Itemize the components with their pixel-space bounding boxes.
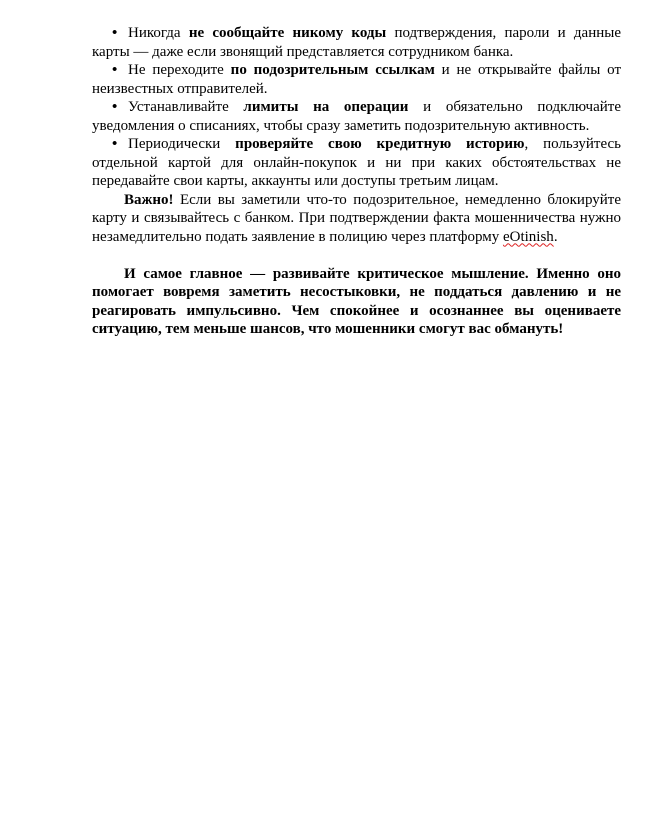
list-item xyxy=(92,61,621,98)
conclusion-paragraph: И самое главное — развивайте критическое мышление. Именно оно помогает вовремя заметить несостыковки, не поддаться давлению и не реагировать импульсивно. Чем спокойнее и осознаннее вы оцениваете ситуацию, тем меньше шансов, что мошенники смогут вас обмануть! xyxy=(92,265,621,337)
list-item xyxy=(92,98,621,135)
blank-line xyxy=(92,246,621,265)
list-item-text-bold: лимиты на операции xyxy=(243,99,409,115)
important-end: . xyxy=(553,228,558,245)
list-item-text-after: подтверждения, пароли и данные карты — даже если звонящий представляется сотрудником банка. xyxy=(92,25,622,60)
bullet-icon: • xyxy=(112,99,118,115)
eotinish-link[interactable]: eOtinish xyxy=(502,228,554,245)
list-item-text-before: Устанавливайте xyxy=(128,99,244,115)
list-item-text-after: , пользуйтесь отдельной картой для онлайн-покупок и ни при каких обстоятельствах не передавайте свои карты, аккаунты или доступы третьим лицам. xyxy=(92,136,621,189)
list-item-text-before: Периодически xyxy=(128,136,236,152)
list-item-text-before: Никогда xyxy=(128,25,189,41)
list-item xyxy=(92,24,621,61)
important-text: Если вы заметили что-то подозрительное, немедленно блокируйте карту и связывайтесь с банком. При подтверждении факта мошенничества нужно незамедлительно подать заявление в полицию через платформу xyxy=(92,191,621,245)
list-item-text-bold: не сообщайте никому коды xyxy=(188,25,387,41)
list-item-text-bold: по подозрительным ссылкам xyxy=(230,62,435,78)
important-label: Важно! xyxy=(124,191,174,208)
list-item-text-after: и обязательно подключайте уведомления о списаниях, чтобы сразу заметить подозрительную активность. xyxy=(92,99,621,134)
bullet-icon: • xyxy=(112,136,118,152)
important-paragraph xyxy=(92,191,621,247)
document-page xyxy=(92,24,621,339)
list-item-text-before: Не переходите xyxy=(128,62,231,78)
list-item xyxy=(92,135,621,191)
list-item-text-after: и не открывайте файлы от неизвестных отправителей. xyxy=(92,62,621,97)
list-item-text-bold: проверяйте свою кредитную историю xyxy=(235,136,525,152)
bullet-icon: • xyxy=(112,62,118,78)
bullet-icon: • xyxy=(112,25,118,41)
